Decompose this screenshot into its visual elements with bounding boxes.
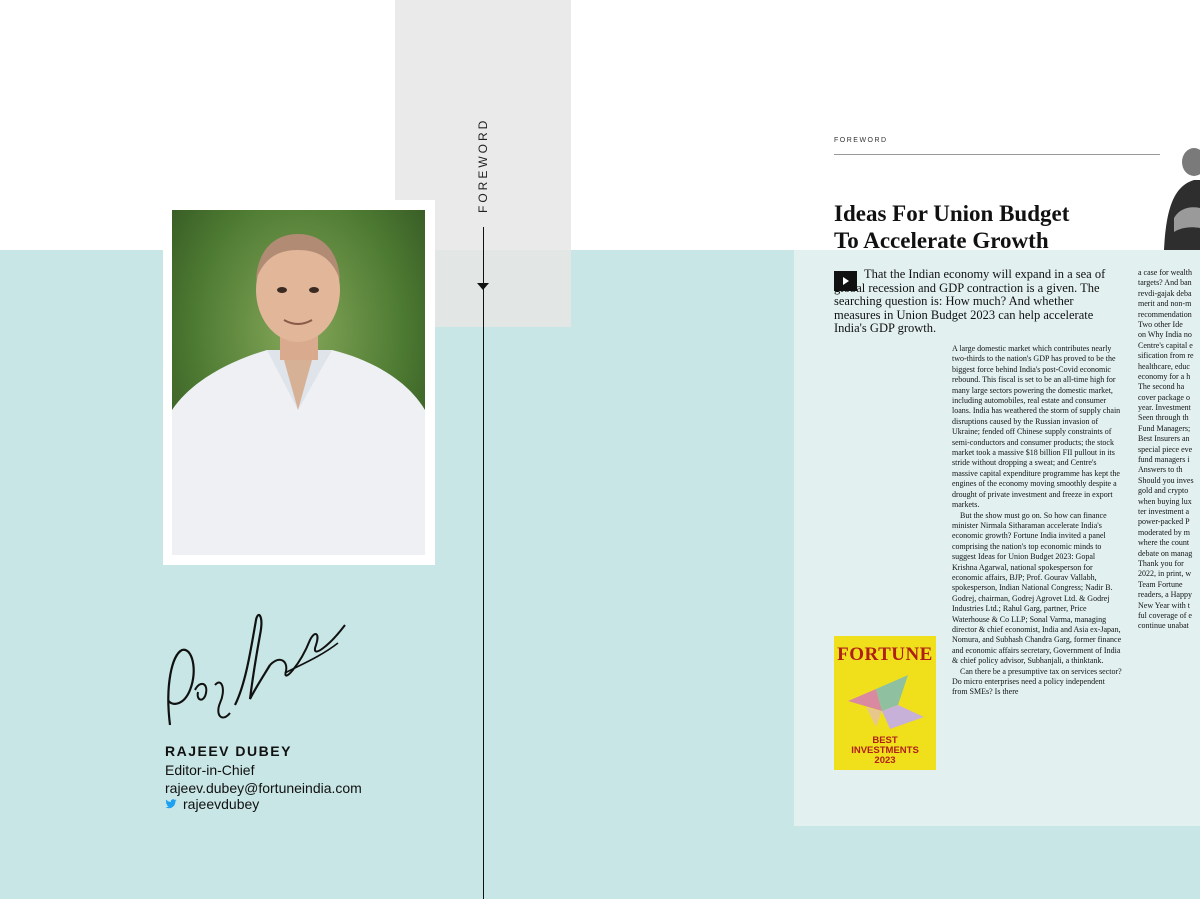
side-column-line: Two other Ide xyxy=(1138,319,1183,329)
headline-line-1: Ideas For Union Budget xyxy=(834,201,1070,226)
side-column-line: fund managers i xyxy=(1138,455,1190,465)
side-column-line: when buying lux xyxy=(1138,496,1192,506)
vertical-rule xyxy=(483,287,484,899)
origami-bird-icon xyxy=(846,671,926,733)
article-headline xyxy=(834,200,1124,254)
cover-title-line-1: BEST xyxy=(872,735,898,746)
side-column-line: merit and non-m xyxy=(1138,299,1192,309)
side-column-line: debate on manag xyxy=(1138,548,1193,558)
side-column-line: healthcare, educ xyxy=(1138,361,1190,371)
side-column-line: moderated by m xyxy=(1138,527,1190,537)
side-column-line: sification from re xyxy=(1138,351,1194,361)
signature-icon xyxy=(160,595,350,735)
article-body-column xyxy=(952,344,1122,698)
portrait-illustration xyxy=(172,210,425,555)
section-kicker: FOREWORD xyxy=(834,137,888,144)
cover-title-line-3: 2023 xyxy=(874,755,896,766)
editor-thumbnail xyxy=(1160,148,1200,250)
side-column-line: special piece eve xyxy=(1138,444,1193,454)
side-column-line: continue unabat xyxy=(1138,621,1189,631)
side-column-line: Centre's capital e xyxy=(1138,340,1193,350)
side-column-line: Should you inves xyxy=(1138,475,1194,485)
author-email-link[interactable]: rajeev.dubey@fortuneindia.com xyxy=(165,780,362,796)
kicker-rule xyxy=(834,154,1200,155)
twitter-handle-link[interactable] xyxy=(165,796,259,812)
side-column-line: 2022, in print, w xyxy=(1138,569,1192,579)
article-lede: That the Indian economy will expand in a sea of global recession and GDP contraction is a given. The searching question is: How much? And whether measures in Union Budget 2023 can help accelerate India's GDP growth. xyxy=(834,267,1106,335)
author-photo xyxy=(172,210,425,555)
side-column-line: ful coverage of e xyxy=(1138,610,1192,620)
side-column-line: Answers to th xyxy=(1138,465,1183,475)
cover-masthead: FORTUNE xyxy=(837,644,933,665)
author-name: RAJEEV DUBEY xyxy=(165,743,292,759)
side-column-line: recommendation xyxy=(1138,309,1192,319)
side-column-line: economy for a h xyxy=(1138,371,1191,381)
vertical-rule-top xyxy=(483,227,484,283)
body-paragraph: But the show must go on. So how can finance minister Nirmala Sitharaman accelerate India's economic growth? Fortune India invited a panel comprising the nation's top economic minds to suggest Ideas for Union Budget 2023: Gopal Krishna Agarwal, national spokesperson for economic affairs, BJP; Prof. Gourav Vallabh, spokesperson, Indian National Congress; Nadir B. Godrej, chairman, Godrej Agrovet Ltd. & Godrej Industries Ltd.; Rahul Garg, partner, Price Waterhouse & Co LLP; Sonal Varma, managing director & chief economist, India and Asia ex-Japan, Nomura, and Subhash Chandra Garg, former finance and economic affairs secretary, Government of India & chief policy advisor, Subhanjali, a thinktank. xyxy=(952,510,1122,666)
side-column-line: targets? And ban xyxy=(1138,278,1192,288)
side-column-line: on Why India no xyxy=(1138,330,1192,340)
side-column-line: a case for wealth xyxy=(1138,268,1192,277)
twitter-icon xyxy=(165,798,177,810)
headline-line-2: To Accelerate Growth xyxy=(834,228,1049,253)
side-column-line: New Year with t xyxy=(1138,600,1190,610)
side-column-line: Thank you for xyxy=(1138,558,1184,568)
side-column-line: Fund Managers; xyxy=(1138,423,1191,433)
side-column-line: cover package o xyxy=(1138,392,1190,402)
side-column-line: revdi-gajak deba xyxy=(1138,288,1192,298)
side-column-line: Best Insurers an xyxy=(1138,434,1190,444)
article-side-column xyxy=(1138,268,1200,632)
side-column-line: readers, a Happy xyxy=(1138,590,1192,600)
side-column-line: The second ha xyxy=(1138,382,1185,392)
side-column-line: gold and crypto xyxy=(1138,486,1189,496)
side-column-line: Team Fortune xyxy=(1138,579,1183,589)
body-paragraph: Can there be a presumptive tax on services sector? Do micro enterprises need a policy independent from SMEs? Is there xyxy=(952,666,1122,697)
author-role: Editor-in-Chief xyxy=(165,762,255,778)
magazine-cover xyxy=(834,636,936,770)
side-column-line: where the count xyxy=(1138,538,1190,548)
vertical-section-label: FOREWORD xyxy=(476,117,490,213)
body-paragraph: A large domestic market which contributes nearly two-thirds to the nation's GDP has proved to be the biggest force behind India's post-Covid economic rebound. This fiscal is set to be an all-time high for many large sectors powering the domestic market, including automobiles, real estate and consumer loans. India has weathered the storm of supply chain disruptions caused by the Russian invasion of Ukraine; fended off Chinese supply constraints of semi-conductors and consumer products; the stock market took a massive $18 billion FII pullout in its stride without dropping a sweat; and Centre's massive capital expenditure programme has kept the engines of the economy moving smoothly despite a drought of private investment and freeze in export markets. xyxy=(952,344,1121,510)
side-column-line: ter investment a xyxy=(1138,506,1190,516)
side-column-line: Seen through th xyxy=(1138,413,1189,423)
cover-title-line-2: INVESTMENTS xyxy=(851,745,919,756)
twitter-handle-text: rajeevdubey xyxy=(183,796,260,812)
side-column-line: year. Investment xyxy=(1138,403,1191,413)
side-column-line: power-packed P xyxy=(1138,517,1190,527)
